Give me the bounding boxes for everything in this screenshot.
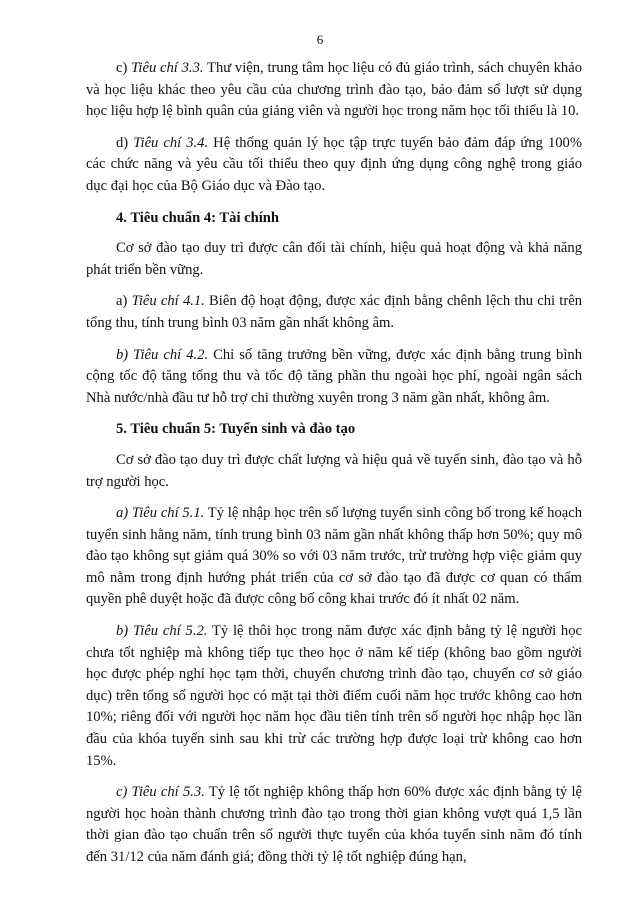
criterion-label: Tiêu chí 3.4. [133,134,209,151]
criterion-3-4-paragraph [86,133,582,198]
paragraph-text: Tỷ lệ thôi học trong năm được xác định bằng tỷ lệ người học chưa tốt nghiệp mà không tiếp tục theo học ở năm kế tiếp (không bao gồm người học được phép nghỉ học tạm thời, chuyển chương trình đào tạo, chuyển cơ sở giáo dục) trên tổng số người học có mặt tại thời điểm cuối năm học trước không cao hơn 10%; riêng đối với người học năm học đầu tiên tính trên số người học nhập học lần đầu của khóa tuyển sinh sau khi trừ các trường hợp được loại trừ không cao hơn 15%. [86,623,582,769]
criterion-label: c) Tiêu chí 5.3. [116,784,205,801]
criterion-label: b) Tiêu chí 5.2. [116,623,208,640]
paragraph-text: Tỷ lệ nhập học trên số lượng tuyển sinh công bố trong kế hoạch tuyển sinh hằng năm, tính trung bình 03 năm gần nhất không thấp hơn 50%; quy mô đào tạo không sụt giảm quá 30% so với 03 năm trước, trừ trường hợp việc giảm quy mô nằm trong định hướng phát triển của cơ sở đào tạo đã được cơ quan có thẩm quyền phê duyệt hoặc đã được công bố công khai trước đó ít nhất 02 năm. [86,505,582,608]
criterion-5-2-paragraph [86,621,582,772]
paragraph-text: Tỷ lệ tốt nghiệp không thấp hơn 60% được xác định bằng tỷ lệ người học hoàn thành chương trình đào tạo trong thời gian không vượt quá 1,5 lần thời gian đào tạo chuẩn trên số người thực tuyển của khóa tuyển sinh năm đó tính đến 31/12 của năm đánh giá; đồng thời tỷ lệ tốt nghiệp đúng hạn, [86,784,582,865]
paragraph-text: Cơ sở đào tạo duy trì được chất lượng và hiệu quả về tuyển sinh, đào tạo và hỗ trợ người học. [86,451,582,490]
criterion-label: Tiêu chí 3.3. [131,60,204,76]
section-heading-standard-4: 4. Tiêu chuẩn 4: Tài chính [116,209,280,226]
criterion-5-1-paragraph [86,503,582,611]
paragraph-text: Hệ thống quản lý học tập trực tuyến bảo đảm đáp ứng 100% các chức năng và yêu cầu tối thiểu theo quy định ứng dụng công nghệ trong giáo dục đại học của Bộ Giáo dục và Đào tạo. [86,134,583,194]
criterion-label: Tiêu chí 4.1. [131,293,205,310]
page-number: 6 [316,32,324,47]
paragraph-text: Biên độ hoạt động, được xác định bằng chênh lệch thu chi trên tổng thu, tính trung bình 03 năm gần nhất không âm. [86,293,582,331]
standard-4-intro-paragraph [86,238,582,281]
criterion-4-1-paragraph [86,291,582,334]
standard-5-intro-paragraph [86,450,582,493]
criterion-label: b) Tiêu chí 4.2. [116,346,209,363]
document-body [86,58,582,879]
item-prefix: c) [116,60,132,76]
item-prefix: a) [116,293,132,310]
criterion-label: a) Tiêu chí 5.1. [116,505,205,522]
item-prefix: d) [116,134,134,151]
paragraph-text: Chỉ số tăng trưởng bền vững, được xác định bằng trung bình cộng tốc độ tăng tổng thu và tốc độ tăng phần thu ngoài học phí, ngoài ngân sách Nhà nước/nhà đầu tư hỗ trợ chi thường xuyên trong 3 năm gần nhất, không âm. [86,346,582,406]
criterion-3-3-paragraph [86,58,582,123]
section-heading-standard-5: 5. Tiêu chuẩn 5: Tuyển sinh và đào tạo [116,421,356,438]
paragraph-text: Thư viện, trung tâm học liệu có đủ giáo trình, sách chuyên khảo và học liệu khác theo yêu cầu của chương trình đào tạo, bảo đảm số lượt sử dụng học liệu hợp lệ bình quân của giảng viên và người học trong năm học tối thiểu là 10. [86,60,582,120]
criterion-4-2-paragraph [86,345,582,410]
paragraph-text: Cơ sở đào tạo duy trì được cân đối tài chính, hiệu quả hoạt động và khả năng phát triển bền vững. [86,240,582,278]
criterion-5-3-paragraph [86,782,582,868]
